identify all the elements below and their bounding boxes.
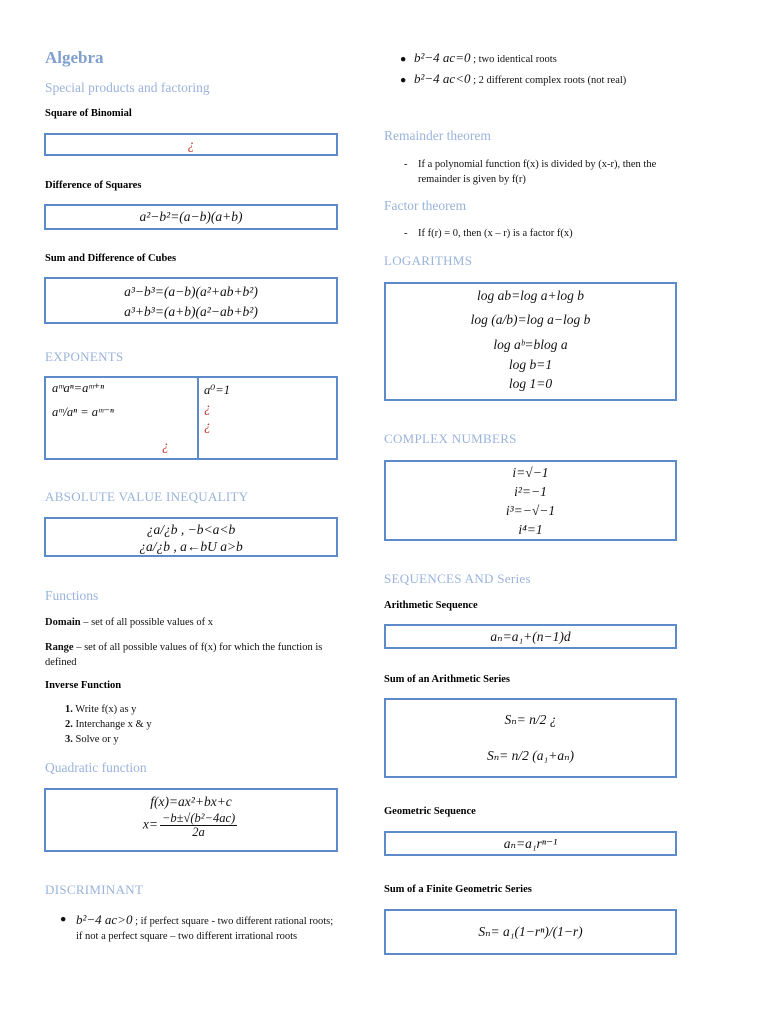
disc-2-equation: b²−4 ac=0 (414, 50, 471, 65)
quadratic-box (44, 788, 338, 852)
factor-text: If f(r) = 0, then (x – r) is a factor f(x) (418, 228, 573, 239)
sum-diff-cubes-label: Sum and Difference of Cubes (45, 253, 177, 264)
arithmetic-sequence-box (384, 624, 677, 649)
exp-rule-5: ¿ (204, 418, 211, 433)
log-rule-product: log ab=log a+log b (476, 288, 585, 303)
disc-1-text: ; if perfect square - two different rational roots; if not a perfect square – two different irrational roots (76, 916, 334, 942)
quadratic-heading: Quadratic function (45, 760, 147, 775)
special-products-heading: Special products and factoring (45, 80, 210, 95)
functions-heading: Functions (45, 588, 99, 603)
exp-rule-1: aᵐaⁿ=aᵐ⁺ⁿ (52, 381, 105, 395)
domain-definition (45, 615, 340, 630)
range-label: Range (45, 642, 74, 653)
arithmetic-sequence-label: Arithmetic Sequence (384, 600, 478, 611)
quadratic-denominator: 2a (192, 825, 205, 839)
disc-3-text: ; 2 different complex roots (not real) (470, 75, 627, 86)
bullet-icon: ● (400, 54, 407, 65)
sum-arithmetic-box (384, 698, 677, 778)
geometric-sequence-label: Geometric Sequence (384, 806, 476, 817)
abs-equation-1: ¿a/¿b , −b<a<b (146, 522, 236, 537)
sequences-heading: SEQUENCES AND Series (384, 571, 531, 586)
remainder-text: If a polynomial function f(x) is divided by (x-r), then the remainder is given by f(r) (418, 159, 657, 185)
exp-rule-zero: a⁰=1 (204, 383, 230, 397)
step-number: 1. (65, 704, 73, 715)
absolute-value-heading: ABSOLUTE VALUE INEQUALITY (45, 489, 249, 504)
disc-3-equation: b²−4 ac<0 (414, 71, 471, 86)
diff-squares-label: Difference of Squares (45, 180, 142, 191)
exponents-box (44, 376, 338, 460)
log-rule-quotient: log (a/b)=log a−log b (470, 312, 591, 327)
diff-squares-box (44, 204, 338, 230)
exp-rule-3: ¿ (162, 438, 169, 453)
step-text: Write f(x) as y (72, 704, 137, 715)
disc-2-text: ; two identical roots (470, 54, 557, 65)
sum-arithmetic-equation-1: Sₙ= n/2 ¿ (504, 712, 557, 727)
cubes-box (44, 277, 338, 324)
step-text: Interchange x & y (72, 719, 152, 730)
inverse-step-1 (65, 702, 136, 717)
sum-geometric-box (384, 909, 677, 955)
complex-i-fourth: i⁴=1 (518, 522, 543, 537)
logarithms-heading: LOGARITHMS (384, 253, 473, 268)
quadratic-numerator: −b±√(b²−4ac) (161, 811, 236, 825)
geometric-sequence-box (384, 831, 677, 856)
quadratic-x: x= (142, 816, 158, 832)
square-binomial-box (44, 133, 338, 156)
logarithms-box (384, 282, 677, 401)
diff-squares-equation: a²−b²=(a−b)(a+b) (139, 209, 243, 224)
complex-numbers-heading: COMPLEX NUMBERS (384, 431, 517, 446)
discriminant-case-2 (400, 50, 700, 67)
sum-geometric-equation: Sₙ= a₁(1−rⁿ)/(1−r) (478, 924, 583, 939)
inverse-step-2 (65, 717, 152, 732)
exponents-heading: EXPONENTS (45, 349, 124, 364)
cubes-equation-1: a³−b³=(a−b)(a²+ab+b²) (124, 284, 258, 299)
inverse-step-3 (65, 732, 119, 747)
exp-rule-4: ¿ (204, 400, 211, 415)
log-rule-one: log 1=0 (508, 376, 553, 391)
complex-i-cubed: i³=−√−1 (505, 503, 556, 518)
sum-arithmetic-label: Sum of an Arithmetic Series (384, 674, 510, 685)
factor-heading: Factor theorem (384, 198, 467, 213)
exp-rule-2: aᵐ/aⁿ = aᵐ⁻ⁿ (52, 405, 114, 419)
range-definition (45, 640, 340, 670)
log-rule-base: log b=1 (508, 357, 553, 372)
geometric-sequence-equation: aₙ=a₁rⁿ⁻¹ (503, 836, 558, 851)
factor-text-block (406, 226, 686, 241)
absolute-value-box (44, 517, 338, 557)
log-rule-power: log aᵇ=blog a (493, 337, 568, 352)
domain-text: – set of all possible values of x (80, 617, 213, 628)
cubes-equation-2: a³+b³=(a+b)(a²−ab+b²) (124, 304, 258, 319)
bullet-icon: ● (60, 914, 67, 925)
bullet-icon: ● (400, 75, 407, 86)
square-binomial-equation: ¿ (187, 137, 195, 152)
sum-arithmetic-equation-2: Sₙ= n/2 (a₁+aₙ) (486, 748, 575, 763)
quadratic-formula (46, 812, 336, 839)
exponents-divider (197, 378, 199, 458)
step-text: Solve or y (72, 734, 119, 745)
square-binomial-label: Square of Binomial (45, 108, 132, 119)
abs-equation-2: ¿a/¿b , a←bU a>b (139, 539, 243, 554)
discriminant-case-3 (400, 71, 700, 88)
quadratic-equation: f(x)=ax²+bx+c (150, 794, 232, 809)
disc-1-equation: b²−4 ac>0 (76, 912, 133, 927)
step-number: 2. (65, 719, 73, 730)
step-number: 3. (65, 734, 73, 745)
discriminant-case-1 (62, 912, 342, 944)
inverse-function-label: Inverse Function (45, 680, 122, 691)
range-text: – set of all possible values of f(x) for which the function is defined (45, 642, 323, 668)
dash-icon: - (404, 159, 408, 170)
discriminant-heading: DISCRIMINANT (45, 882, 144, 897)
remainder-text-block (406, 157, 686, 187)
complex-i: i=√−1 (512, 465, 549, 480)
sum-geometric-label: Sum of a Finite Geometric Series (384, 884, 532, 895)
domain-label: Domain (45, 617, 81, 628)
remainder-heading: Remainder theorem (384, 128, 491, 143)
complex-numbers-box (384, 460, 677, 541)
page-title: Algebra (45, 48, 104, 67)
complex-i-squared: i²=−1 (514, 484, 547, 499)
dash-icon: - (404, 228, 408, 239)
arithmetic-sequence-equation: aₙ=a₁+(n−1)d (490, 629, 571, 644)
